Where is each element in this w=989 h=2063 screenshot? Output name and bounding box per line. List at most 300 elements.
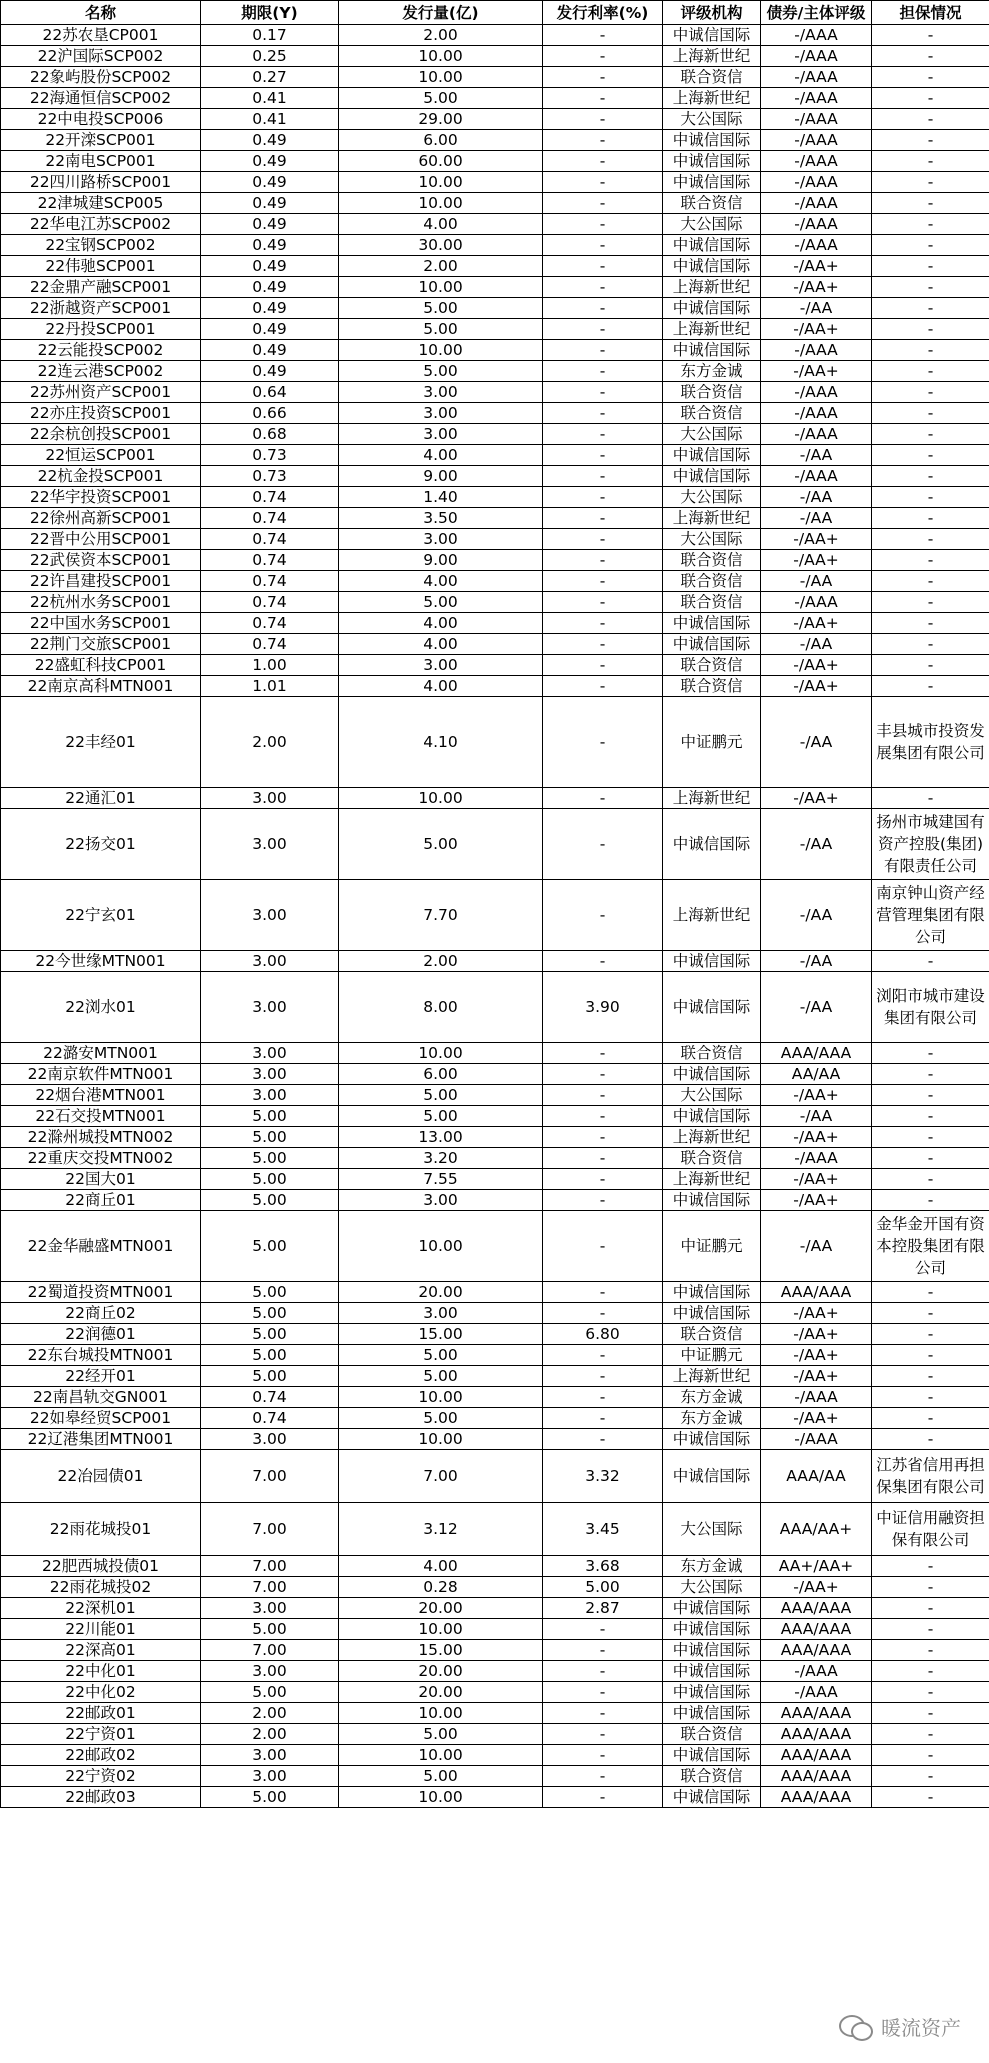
cell-term: 3.00 [201,1085,339,1106]
wechat-icon [839,2013,873,2041]
cell-name: 22四川路桥SCP001 [1,172,201,193]
cell-name: 22开滦SCP001 [1,130,201,151]
cell-rating: -/AAA [761,1661,872,1682]
cell-agency: 中诚信国际 [663,1282,761,1303]
cell-guarantee: 江苏省信用再担保集团有限公司 [872,1450,989,1503]
cell-name: 22蜀道投资MTN001 [1,1282,201,1303]
cell-agency: 中证鹏元 [663,1345,761,1366]
cell-name: 22杭州水务SCP001 [1,592,201,613]
cell-rating: -/AA+ [761,1303,872,1324]
cell-rating: -/AA [761,697,872,788]
cell-rating: -/AAA [761,1387,872,1408]
cell-agency: 联合资信 [663,1324,761,1345]
cell-name: 22盛虹科技CP001 [1,655,201,676]
cell-agency: 大公国际 [663,1577,761,1598]
cell-agency: 联合资信 [663,550,761,571]
cell-amount: 10.00 [339,172,543,193]
cell-name: 22商丘02 [1,1303,201,1324]
cell-amount: 4.00 [339,1556,543,1577]
cell-term: 5.00 [201,1190,339,1211]
cell-term: 7.00 [201,1577,339,1598]
cell-rating: -/AA+ [761,1345,872,1366]
cell-rating: -/AA [761,972,872,1043]
cell-agency: 中诚信国际 [663,972,761,1043]
cell-rate: - [543,67,663,88]
cell-rating: -/AA+ [761,1408,872,1429]
cell-name: 22国大01 [1,1169,201,1190]
cell-rating: AAA/AAA [761,1043,872,1064]
cell-name: 22中国水务SCP001 [1,613,201,634]
cell-term: 0.49 [201,361,339,382]
cell-guarantee: - [872,571,989,592]
cell-rating: AAA/AAA [761,1619,872,1640]
cell-rating: -/AAA [761,172,872,193]
cell-rate: - [543,130,663,151]
cell-rate: - [543,256,663,277]
cell-rating: -/AA+ [761,1577,872,1598]
cell-term: 0.27 [201,67,339,88]
cell-name: 22中化01 [1,1661,201,1682]
table-row [1,634,989,655]
cell-agency: 上海新世纪 [663,1169,761,1190]
cell-guarantee: - [872,1303,989,1324]
col-header-amount: 发行量(亿) [339,1,543,25]
cell-agency: 中诚信国际 [663,951,761,972]
cell-rating: -/AA+ [761,788,872,809]
cell-rating: -/AAA [761,46,872,67]
cell-guarantee: - [872,529,989,550]
table-row [1,951,989,972]
cell-rating: -/AA+ [761,361,872,382]
cell-agency: 东方金诚 [663,1408,761,1429]
cell-agency: 上海新世纪 [663,1366,761,1387]
cell-rate: - [543,1127,663,1148]
table-row [1,361,989,382]
table-row [1,550,989,571]
cell-amount: 4.00 [339,634,543,655]
cell-rating: -/AAA [761,592,872,613]
cell-rating: -/AA+ [761,1324,872,1345]
cell-name: 22宁资01 [1,1724,201,1745]
cell-term: 0.74 [201,550,339,571]
cell-term: 5.00 [201,1106,339,1127]
cell-name: 22东台城投MTN001 [1,1345,201,1366]
cell-guarantee: - [872,676,989,697]
cell-term: 0.73 [201,466,339,487]
cell-rate: - [543,529,663,550]
cell-name: 22华宇投资SCP001 [1,487,201,508]
cell-rating: -/AAA [761,1429,872,1450]
cell-agency: 中诚信国际 [663,613,761,634]
cell-rate: - [543,550,663,571]
cell-term: 5.00 [201,1619,339,1640]
table-row [1,1190,989,1211]
cell-agency: 大公国际 [663,424,761,445]
cell-guarantee: - [872,1598,989,1619]
cell-rate: - [543,1043,663,1064]
cell-rating: -/AAA [761,151,872,172]
table-row [1,88,989,109]
cell-term: 0.74 [201,634,339,655]
cell-rating: -/AAA [761,1682,872,1703]
cell-term: 3.00 [201,1598,339,1619]
cell-term: 2.00 [201,1724,339,1745]
cell-amount: 4.10 [339,697,543,788]
cell-name: 22云能投SCP002 [1,340,201,361]
cell-guarantee: 浏阳市城市建设集团有限公司 [872,972,989,1043]
table-row [1,1787,989,1808]
cell-term: 5.00 [201,1282,339,1303]
cell-agency: 上海新世纪 [663,1127,761,1148]
cell-rating: -/AA [761,951,872,972]
cell-agency: 大公国际 [663,1085,761,1106]
col-header-name: 名称 [1,1,201,25]
cell-term: 0.49 [201,172,339,193]
cell-name: 22津城建SCP005 [1,193,201,214]
cell-rating: -/AA [761,508,872,529]
cell-amount: 4.00 [339,445,543,466]
table-row [1,1211,989,1282]
cell-agency: 中证鹏元 [663,1211,761,1282]
cell-name: 22烟台港MTN001 [1,1085,201,1106]
col-header-rate: 发行利率(%) [543,1,663,25]
cell-term: 0.74 [201,487,339,508]
cell-amount: 20.00 [339,1661,543,1682]
cell-name: 22丰经01 [1,697,201,788]
cell-rate: - [543,1429,663,1450]
cell-agency: 中诚信国际 [663,1640,761,1661]
cell-name: 22润德01 [1,1324,201,1345]
cell-rate: - [543,403,663,424]
cell-term: 3.00 [201,972,339,1043]
cell-agency: 东方金诚 [663,1556,761,1577]
cell-term: 3.00 [201,809,339,880]
cell-amount: 13.00 [339,1127,543,1148]
cell-amount: 3.00 [339,1190,543,1211]
table-row [1,151,989,172]
cell-rate: - [543,788,663,809]
cell-rating: AAA/AAA [761,1282,872,1303]
table-row [1,340,989,361]
cell-agency: 中诚信国际 [663,1303,761,1324]
cell-term: 7.00 [201,1556,339,1577]
cell-guarantee: - [872,1619,989,1640]
table-row [1,445,989,466]
cell-agency: 中诚信国际 [663,1745,761,1766]
table-row [1,1724,989,1745]
cell-rate: - [543,1408,663,1429]
cell-amount: 5.00 [339,319,543,340]
cell-amount: 10.00 [339,1387,543,1408]
cell-rating: -/AA [761,809,872,880]
table-row [1,424,989,445]
cell-agency: 上海新世纪 [663,319,761,340]
cell-term: 3.00 [201,1661,339,1682]
cell-rate: - [543,880,663,951]
cell-term: 0.74 [201,571,339,592]
cell-agency: 中诚信国际 [663,172,761,193]
col-header-guarantee: 担保情况 [872,1,989,25]
cell-agency: 中诚信国际 [663,25,761,46]
cell-guarantee: - [872,235,989,256]
cell-term: 0.25 [201,46,339,67]
cell-amount: 7.70 [339,880,543,951]
cell-name: 22南京高科MTN001 [1,676,201,697]
cell-rate: - [543,109,663,130]
table-row [1,571,989,592]
cell-amount: 3.00 [339,529,543,550]
cell-amount: 3.20 [339,1148,543,1169]
cell-rating: -/AA+ [761,277,872,298]
cell-rate: - [543,613,663,634]
cell-term: 0.74 [201,1408,339,1429]
cell-name: 22今世缘MTN001 [1,951,201,972]
cell-name: 22潞安MTN001 [1,1043,201,1064]
cell-guarantee: - [872,634,989,655]
cell-term: 5.00 [201,1682,339,1703]
cell-rating: -/AAA [761,382,872,403]
cell-agency: 中诚信国际 [663,1598,761,1619]
table-row [1,809,989,880]
watermark [839,2012,961,2041]
cell-amount: 6.00 [339,130,543,151]
cell-name: 22肥西城投债01 [1,1556,201,1577]
cell-agency: 中证鹏元 [663,697,761,788]
table-row [1,1682,989,1703]
cell-name: 22经开01 [1,1366,201,1387]
cell-term: 0.74 [201,1387,339,1408]
cell-term: 3.00 [201,788,339,809]
table-row [1,1703,989,1724]
cell-term: 3.00 [201,1043,339,1064]
cell-guarantee: - [872,1745,989,1766]
cell-guarantee: - [872,319,989,340]
cell-name: 22金鼎产融SCP001 [1,277,201,298]
cell-guarantee: - [872,1148,989,1169]
cell-rate: - [543,361,663,382]
cell-rating: AAA/AAA [761,1703,872,1724]
cell-term: 0.74 [201,592,339,613]
table-row [1,1303,989,1324]
cell-guarantee: - [872,1282,989,1303]
cell-agency: 联合资信 [663,193,761,214]
cell-agency: 联合资信 [663,67,761,88]
cell-amount: 15.00 [339,1640,543,1661]
cell-agency: 中诚信国际 [663,1682,761,1703]
cell-name: 22冶园债01 [1,1450,201,1503]
cell-guarantee: - [872,214,989,235]
cell-agency: 联合资信 [663,676,761,697]
cell-rate: - [543,1303,663,1324]
cell-guarantee: - [872,1429,989,1450]
cell-term: 2.00 [201,1703,339,1724]
cell-name: 22石交投MTN001 [1,1106,201,1127]
cell-amount: 3.00 [339,403,543,424]
cell-guarantee: - [872,1345,989,1366]
cell-name: 22雨花城投01 [1,1503,201,1556]
watermark-text: 暖流资产 [881,2016,961,2040]
cell-guarantee: 南京钟山资产经营管理集团有限公司 [872,880,989,951]
cell-name: 22伟驰SCP001 [1,256,201,277]
cell-agency: 上海新世纪 [663,88,761,109]
cell-rate: - [543,1661,663,1682]
cell-rate: 3.90 [543,972,663,1043]
cell-term: 0.74 [201,508,339,529]
cell-rating: -/AAA [761,340,872,361]
cell-name: 22金华融盛MTN001 [1,1211,201,1282]
table-row [1,256,989,277]
cell-rating: -/AAA [761,466,872,487]
cell-guarantee: - [872,1556,989,1577]
table-row [1,655,989,676]
cell-rate: - [543,445,663,466]
cell-amount: 5.00 [339,592,543,613]
cell-amount: 0.28 [339,1577,543,1598]
table-row [1,697,989,788]
cell-rating: -/AAA [761,403,872,424]
cell-amount: 8.00 [339,972,543,1043]
cell-agency: 联合资信 [663,655,761,676]
cell-name: 22扬交01 [1,809,201,880]
cell-agency: 中诚信国际 [663,1703,761,1724]
cell-amount: 1.40 [339,487,543,508]
cell-name: 22丹投SCP001 [1,319,201,340]
cell-rate: - [543,1387,663,1408]
cell-term: 0.49 [201,298,339,319]
table-row [1,1661,989,1682]
table-row [1,67,989,88]
cell-rating: -/AA [761,634,872,655]
table-row [1,1282,989,1303]
cell-agency: 联合资信 [663,1148,761,1169]
cell-agency: 联合资信 [663,1724,761,1745]
cell-name: 22浏水01 [1,972,201,1043]
cell-amount: 4.00 [339,676,543,697]
cell-rating: -/AA [761,1211,872,1282]
cell-agency: 中诚信国际 [663,466,761,487]
cell-name: 22亦庄投资SCP001 [1,403,201,424]
cell-agency: 中诚信国际 [663,445,761,466]
cell-rating: AAA/AAA [761,1640,872,1661]
cell-rating: AAA/AAA [761,1787,872,1808]
cell-guarantee: - [872,1703,989,1724]
cell-guarantee: - [872,1106,989,1127]
cell-rating: -/AA+ [761,676,872,697]
cell-amount: 5.00 [339,1085,543,1106]
cell-rate: - [543,1640,663,1661]
cell-guarantee: - [872,788,989,809]
cell-name: 22荆门交旅SCP001 [1,634,201,655]
cell-agency: 中诚信国际 [663,809,761,880]
cell-rating: -/AAA [761,235,872,256]
cell-term: 0.66 [201,403,339,424]
cell-rate: - [543,46,663,67]
cell-amount: 30.00 [339,235,543,256]
cell-rate: - [543,1190,663,1211]
cell-guarantee: - [872,508,989,529]
cell-rate: 6.80 [543,1324,663,1345]
cell-guarantee: - [872,1064,989,1085]
cell-rate: - [543,1766,663,1787]
table-row [1,1408,989,1429]
cell-guarantee: - [872,172,989,193]
cell-agency: 中诚信国际 [663,235,761,256]
cell-rate: - [543,697,663,788]
cell-name: 22宁资02 [1,1766,201,1787]
cell-amount: 20.00 [339,1282,543,1303]
cell-agency: 中诚信国际 [663,1064,761,1085]
cell-agency: 中诚信国际 [663,634,761,655]
cell-rate: - [543,172,663,193]
table-body [1,25,989,1808]
cell-rating: -/AAA [761,67,872,88]
cell-term: 3.00 [201,1429,339,1450]
cell-name: 22苏州资产SCP001 [1,382,201,403]
table-row [1,1127,989,1148]
cell-amount: 5.00 [339,1724,543,1745]
cell-rating: -/AAA [761,424,872,445]
cell-rating: -/AA [761,880,872,951]
table-row [1,1085,989,1106]
cell-rate: - [543,1064,663,1085]
table-row [1,1106,989,1127]
cell-amount: 10.00 [339,1043,543,1064]
cell-guarantee: - [872,46,989,67]
cell-rate: - [543,319,663,340]
cell-term: 5.00 [201,1366,339,1387]
cell-guarantee: - [872,403,989,424]
table-row [1,1450,989,1503]
cell-name: 22武侯资本SCP001 [1,550,201,571]
cell-rating: -/AA [761,571,872,592]
cell-term: 0.49 [201,130,339,151]
table-row [1,1148,989,1169]
table-row [1,25,989,46]
cell-rate: - [543,193,663,214]
cell-term: 0.49 [201,235,339,256]
cell-amount: 15.00 [339,1324,543,1345]
cell-rate: - [543,1619,663,1640]
cell-rating: -/AA+ [761,655,872,676]
cell-rating: -/AAA [761,109,872,130]
table-row [1,529,989,550]
cell-agency: 中诚信国际 [663,1787,761,1808]
cell-rating: AA/AA [761,1064,872,1085]
cell-name: 22南京软件MTN001 [1,1064,201,1085]
cell-term: 0.74 [201,529,339,550]
cell-term: 0.17 [201,25,339,46]
cell-guarantee: - [872,1085,989,1106]
cell-rating: -/AA+ [761,1190,872,1211]
cell-agency: 联合资信 [663,592,761,613]
cell-rating: AAA/AAA [761,1724,872,1745]
cell-rate: - [543,487,663,508]
cell-agency: 上海新世纪 [663,788,761,809]
cell-amount: 6.00 [339,1064,543,1085]
cell-guarantee: - [872,340,989,361]
cell-guarantee: - [872,445,989,466]
cell-agency: 上海新世纪 [663,880,761,951]
cell-agency: 上海新世纪 [663,46,761,67]
cell-amount: 29.00 [339,109,543,130]
cell-amount: 10.00 [339,1787,543,1808]
cell-term: 5.00 [201,1345,339,1366]
cell-amount: 5.00 [339,1106,543,1127]
cell-amount: 10.00 [339,1429,543,1450]
table-row [1,1043,989,1064]
cell-term: 0.49 [201,277,339,298]
cell-rate: - [543,1106,663,1127]
